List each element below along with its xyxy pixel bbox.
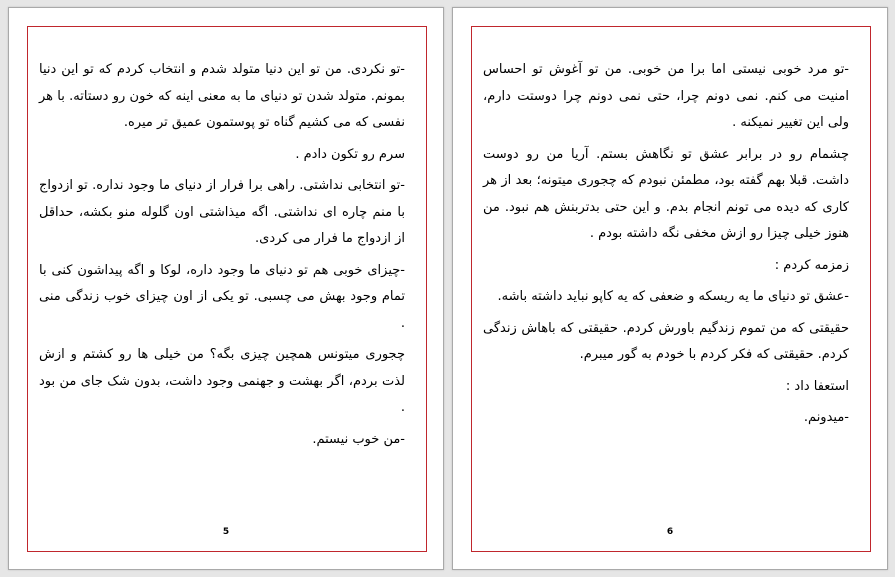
page-text — [483, 57, 849, 437]
paragraph: استعفا داد : — [785, 378, 849, 394]
paragraph: -تو انتخابی نداشتی. راهی برا فرار از دنیای ما وجود نداره. تو ازدواج با منم چاره ای نداشتی. اگه میذاشتی اون گلوله منو بکشه، حداقل از ازدواج ما فرار می کردی. — [39, 178, 405, 246]
paragraph: -چیزای خوبی هم تو دنیای ما وجود داره، لوکا و اگه پیداشون کنی با تمام وجود بهش می چسبی. تو یکی از اون چیزای خوب زندگی منی . — [39, 262, 405, 331]
paragraph: -تو مرد خوبی نیستی اما برا من خوبی. من تو آغوش تو احساس امنیت می کنم. نمی دونم چرا، حتی نمی دونم چرا دوستت دارم، ولی این تغییر نمیکنه . — [483, 62, 849, 130]
paragraph: -من خوب نیستم. — [312, 431, 405, 447]
page-6 — [452, 7, 888, 570]
paragraph: -تو نکردی. من تو این دنیا متولد شدم و انتخاب کردم که تو این دنیا بمونم. متولد شدن تو دنیای ما به معنی اینه که خون رو دستاته. با هر نفسی که می کشیم گناه تو پوستمون عمیق تر میره. — [39, 62, 405, 130]
paragraph: سرم رو تکون دادم . — [295, 146, 405, 162]
paragraph: چجوری میتونس همچین چیزی بگه؟ من خیلی ها رو کشتم و ازش لذت بردم، اگر بهشت و جهنمی وجود داشت، بدون شک جای من بود . — [39, 347, 405, 415]
paragraph: زمزمه کردم : — [774, 257, 849, 273]
page-number: 6 — [666, 527, 674, 537]
paragraph: -میدونم. — [803, 410, 849, 425]
paragraph: -عشق تو دنیای ما یه ریسکه و ضعفی که یه کاپو نباید داشته باشه. — [497, 289, 849, 304]
page-number: 5 — [222, 527, 230, 537]
paragraph: حقیقتی که من تموم زندگیم باورش کردم. حقیقتی که باهاش زندگی کردم. حقیقتی که فکر کردم با خودم به گور میبرم. — [483, 320, 849, 362]
page-5 — [8, 7, 444, 570]
paragraph: چشمام رو در برابر عشق تو نگاهش بستم. آریا من رو دوست داشت. قبلا بهم گفته بود، مطمئن نبودم که چجوری میتونه؛ بعد از هر کاری که دیده می تونم انجام بدم. و این حتی بدتربنش هم نبود. من هنوز خیلی چیزا رو ازش مخفی نگه داشته بودم . — [483, 146, 849, 241]
page-text — [39, 57, 405, 458]
